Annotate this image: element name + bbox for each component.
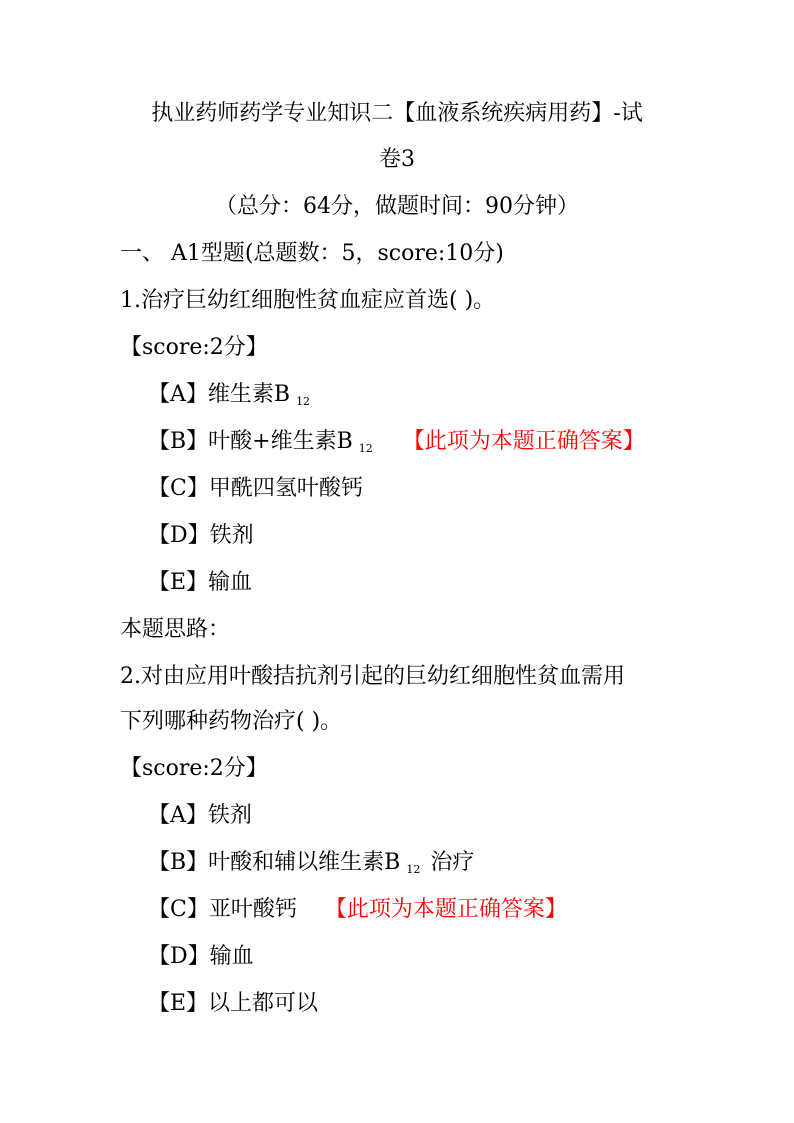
question-1-option-d: 【D】铁剂	[148, 523, 254, 548]
question-1-stem: 1.治疗巨幼红细胞性贫血症应首选( )。	[120, 288, 496, 313]
document-title-line-2: 卷3	[379, 147, 415, 172]
option-c-text: 【C】亚叶酸钙	[148, 897, 297, 922]
correct-answer-mark: 【此项为本题正确答案】	[324, 897, 567, 922]
question-2-option-d: 【D】输血	[148, 944, 254, 969]
option-b-text: 【B】叶酸和辅以维生素B	[148, 850, 401, 875]
question-2-option-c	[148, 894, 567, 926]
option-b-text: 【B】叶酸+维生素B	[148, 429, 353, 454]
question-1-option-e: 【E】输血	[148, 570, 253, 595]
question-2-stem-line-1: 2.对由应用叶酸拮抗剂引起的巨幼红细胞性贫血需用	[120, 664, 625, 689]
question-1-score: 【score:2分】	[120, 335, 268, 360]
option-b-suffix: 治疗	[430, 850, 475, 875]
subscript: 12	[296, 395, 311, 408]
question-1-option-a	[148, 379, 312, 418]
section-heading: 一、 A1型题(总题数：5，score:10分)	[120, 241, 504, 266]
correct-answer-mark: 【此项为本题正确答案】	[402, 429, 645, 454]
question-1-option-c: 【C】甲酰四氢叶酸钙	[148, 476, 363, 501]
question-2-option-e: 【E】以上都可以	[148, 991, 319, 1016]
subscript: 12	[406, 863, 421, 876]
question-1-option-b	[148, 426, 645, 465]
question-1-analysis: 本题思路：	[120, 617, 231, 642]
option-a-text: 【A】维生素B	[148, 382, 291, 407]
question-2-option-b	[148, 847, 474, 886]
subscript: 12	[358, 442, 373, 455]
question-2-option-a: 【A】铁剂	[148, 803, 252, 828]
question-2-stem-line-2: 下列哪种药物治疗( )。	[120, 709, 343, 734]
question-2-score: 【score:2分】	[120, 756, 268, 781]
document-title-line-1: 执业药师药学专业知识二【血液系统疾病用药】-试	[151, 101, 643, 126]
exam-meta: （总分：64分，做题时间：90分钟）	[215, 194, 579, 219]
